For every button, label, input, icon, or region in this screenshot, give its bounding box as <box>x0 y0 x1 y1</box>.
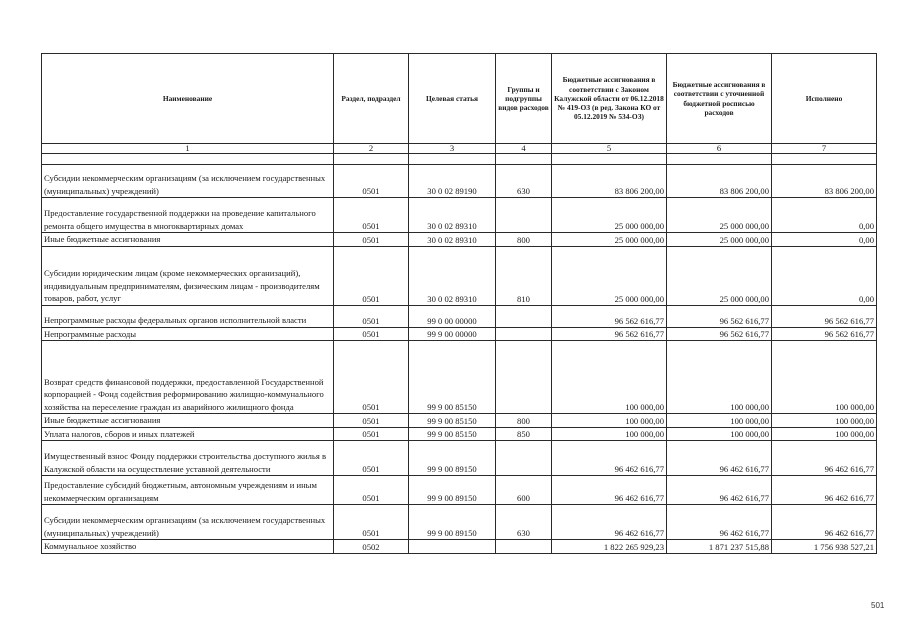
cell-name: Иные бюджетные ассигнования <box>42 233 334 247</box>
cell-group <box>496 327 552 341</box>
cell-roster: 96 462 616,77 <box>667 441 772 476</box>
cell-article: 99 9 00 89150 <box>409 505 496 540</box>
table-row <box>42 441 877 476</box>
cell-roster: 100 000,00 <box>667 427 772 441</box>
column-number: 1 <box>42 144 334 154</box>
cell-section: 0501 <box>334 505 409 540</box>
cell-group <box>496 341 552 414</box>
cell-roster: 25 000 000,00 <box>667 233 772 247</box>
cell-law: 96 462 616,77 <box>552 441 667 476</box>
cell-name: Предоставление субсидий бюджетным, автономным учреждениям и иным некоммерческим организациям <box>42 476 334 505</box>
cell-group: 800 <box>496 233 552 247</box>
cell-name: Субсидии некоммерческим организациям (за исключением государственных (муниципальных) учреждений) <box>42 165 334 198</box>
cell-executed: 0,00 <box>772 246 877 305</box>
header-group: Группы и подгруппы видов расходов <box>496 54 552 144</box>
cell-group <box>496 198 552 233</box>
cell-article: 99 9 00 85150 <box>409 414 496 428</box>
cell-executed: 100 000,00 <box>772 414 877 428</box>
cell-group: 850 <box>496 427 552 441</box>
cell-name: Иные бюджетные ассигнования <box>42 414 334 428</box>
column-number: 4 <box>496 144 552 154</box>
cell-group <box>496 540 552 554</box>
cell-name: Уплата налогов, сборов и иных платежей <box>42 427 334 441</box>
cell-section: 0501 <box>334 165 409 198</box>
cell-law: 96 462 616,77 <box>552 476 667 505</box>
cell-article: 99 9 00 89150 <box>409 441 496 476</box>
cell-group: 810 <box>496 246 552 305</box>
cell-executed: 96 462 616,77 <box>772 476 877 505</box>
cell-law: 96 562 616,77 <box>552 305 667 327</box>
cell-article: 99 9 00 89150 <box>409 476 496 505</box>
cell-article: 99 0 00 00000 <box>409 305 496 327</box>
column-number-row <box>42 144 877 154</box>
table-row <box>42 476 877 505</box>
cell-law: 96 462 616,77 <box>552 505 667 540</box>
header-roster-allocation: Бюджетные ассигнования в соответствии с уточненной бюджетной росписью расходов <box>667 54 772 144</box>
cell-roster: 96 562 616,77 <box>667 305 772 327</box>
cell-article: 30 0 02 89190 <box>409 165 496 198</box>
cell-article: 99 9 00 85150 <box>409 427 496 441</box>
cell-group <box>496 305 552 327</box>
cell-name: Непрограммные расходы федеральных органов исполнительной власти <box>42 305 334 327</box>
cell-roster: 100 000,00 <box>667 414 772 428</box>
cell-executed: 100 000,00 <box>772 341 877 414</box>
cell-law: 100 000,00 <box>552 414 667 428</box>
cell-group <box>496 441 552 476</box>
cell-roster: 1 871 237 515,88 <box>667 540 772 554</box>
cell-article: 30 0 02 89310 <box>409 246 496 305</box>
cell-law: 25 000 000,00 <box>552 198 667 233</box>
cell-law: 25 000 000,00 <box>552 233 667 247</box>
table-row <box>42 246 877 305</box>
cell-section: 0501 <box>334 427 409 441</box>
cell-group: 800 <box>496 414 552 428</box>
cell-article: 30 0 02 89310 <box>409 198 496 233</box>
table-row <box>42 165 877 198</box>
table-row <box>42 327 877 341</box>
cell-group: 630 <box>496 165 552 198</box>
cell-law: 1 822 265 929,23 <box>552 540 667 554</box>
cell-name: Коммунальное хозяйство <box>42 540 334 554</box>
cell-roster: 96 562 616,77 <box>667 327 772 341</box>
table-row <box>42 505 877 540</box>
budget-table <box>41 53 877 554</box>
header-section: Раздел, подраздел <box>334 54 409 144</box>
table-row <box>42 427 877 441</box>
cell-executed: 96 562 616,77 <box>772 305 877 327</box>
column-number: 5 <box>552 144 667 154</box>
cell-section: 0501 <box>334 233 409 247</box>
cell-name: Непрограммные расходы <box>42 327 334 341</box>
cell-section: 0501 <box>334 305 409 327</box>
table-row <box>42 414 877 428</box>
header-law-allocation: Бюджетные ассигнования в соответствии с Законом Калужской области от 06.12.2018 № 419-ОЗ (в ред. Закона КО от 05.12.2019 № 534-ОЗ) <box>552 54 667 144</box>
cell-law: 83 806 200,00 <box>552 165 667 198</box>
cell-article: 30 0 02 89310 <box>409 233 496 247</box>
cell-article <box>409 540 496 554</box>
cell-section: 0502 <box>334 540 409 554</box>
cell-section: 0501 <box>334 198 409 233</box>
cell-roster: 25 000 000,00 <box>667 198 772 233</box>
table-row <box>42 540 877 554</box>
cell-executed: 96 462 616,77 <box>772 441 877 476</box>
cell-section: 0501 <box>334 327 409 341</box>
table-row <box>42 198 877 233</box>
cell-executed: 96 562 616,77 <box>772 327 877 341</box>
cell-name: Субсидии юридическим лицам (кроме некоммерческих организаций), индивидуальным предпринимателям, физическим лицам - производителям товаров, работ, услуг <box>42 246 334 305</box>
cell-article: 99 9 00 85150 <box>409 341 496 414</box>
cell-section: 0501 <box>334 441 409 476</box>
spacer-row <box>42 154 877 165</box>
header-article: Целевая статья <box>409 54 496 144</box>
cell-roster: 25 000 000,00 <box>667 246 772 305</box>
table-header <box>42 54 877 144</box>
cell-roster: 96 462 616,77 <box>667 476 772 505</box>
cell-section: 0501 <box>334 246 409 305</box>
cell-executed: 1 756 938 527,21 <box>772 540 877 554</box>
cell-roster: 96 462 616,77 <box>667 505 772 540</box>
table-row <box>42 341 877 414</box>
cell-group: 600 <box>496 476 552 505</box>
header-executed: Исполнено <box>772 54 877 144</box>
cell-name: Субсидии некоммерческим организациям (за исключением государственных (муниципальных) учреждений) <box>42 505 334 540</box>
header-name: Наименование <box>42 54 334 144</box>
cell-section: 0501 <box>334 414 409 428</box>
cell-group: 630 <box>496 505 552 540</box>
cell-section: 0501 <box>334 476 409 505</box>
cell-executed: 100 000,00 <box>772 427 877 441</box>
page-number: 501 <box>871 601 885 610</box>
cell-section: 0501 <box>334 341 409 414</box>
cell-executed: 83 806 200,00 <box>772 165 877 198</box>
table-row <box>42 233 877 247</box>
cell-executed: 96 462 616,77 <box>772 505 877 540</box>
column-number: 6 <box>667 144 772 154</box>
cell-name: Имущественный взнос Фонду поддержки строительства доступного жилья в Калужской области на осуществление уставной деятельности <box>42 441 334 476</box>
cell-name: Предоставление государственной поддержки на проведение капитального ремонта общего имущества в многоквартирных домах <box>42 198 334 233</box>
table-row <box>42 305 877 327</box>
cell-name: Возврат средств финансовой поддержки, предоставленной Государственной корпорацией - Фонд содействия реформированию жилищно-коммунального хозяйства на переселение граждан из аварийного жилищного фонда <box>42 341 334 414</box>
cell-law: 100 000,00 <box>552 341 667 414</box>
cell-executed: 0,00 <box>772 198 877 233</box>
column-number: 2 <box>334 144 409 154</box>
column-number: 7 <box>772 144 877 154</box>
cell-roster: 100 000,00 <box>667 341 772 414</box>
cell-law: 100 000,00 <box>552 427 667 441</box>
cell-law: 25 000 000,00 <box>552 246 667 305</box>
column-number: 3 <box>409 144 496 154</box>
cell-law: 96 562 616,77 <box>552 327 667 341</box>
cell-roster: 83 806 200,00 <box>667 165 772 198</box>
cell-article: 99 9 00 00000 <box>409 327 496 341</box>
cell-executed: 0,00 <box>772 233 877 247</box>
